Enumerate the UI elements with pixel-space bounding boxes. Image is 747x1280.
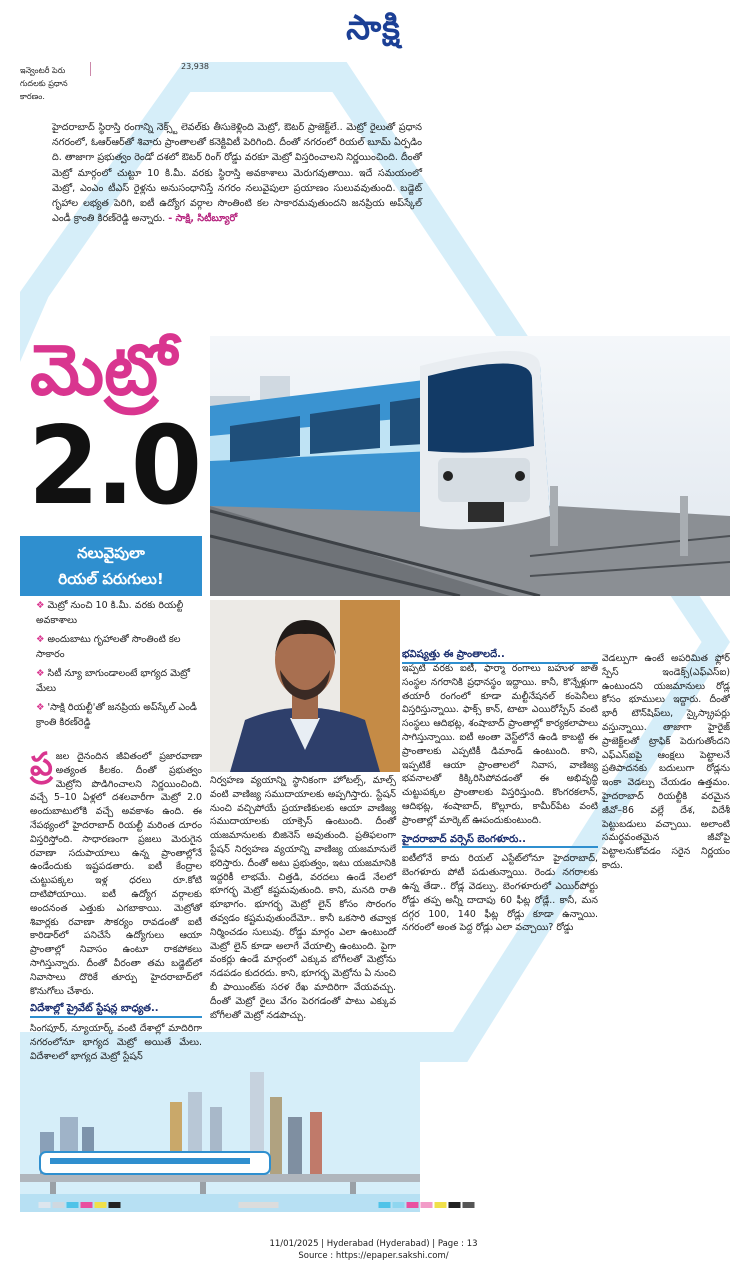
- article-column-1: [30, 745, 202, 1064]
- intro-body: హైదరాబాద్ స్థిరాస్తి రంగాన్ని నెక్స్ట్ లెవల్‌కు తీసుకెళ్లింది మెట్రో, ఔటర్ ప్రాజెక్ట్‌లే.. మెట్రో రైలుతో ప్రధాన నగరంలో, ఓఆర్‌ఆర్‌తో శివారు ప్రాంతాలతో కనెక్టివిటీ పెరిగింది. దీంతో నగరంలో రియల్ బూమ్ ఏర్పడిం ది. తాజాగా ప్రభుత్వం రెండో దశలో ఔటర్ రింగ్ రోడ్డు వరకూ మెట్రో విస్తరించాలని నిర్ణయించింది. దీంతో మెట్రో మార్గంలో చుట్టూ 10 కి.మీ. వరకు స్థిరాస్తి అవకాశాలు మెరుగవుతాయి. ఇదే సమయంలో మెట్రో, ఎంఎం టీఎస్ రైళ్లను అనుసంధానిస్తే నగరం నలువైపులా ప్రయాణం సులువవుతుంది. బడ్జెట్ గృహాల లభ్యత పెరిగి, ఐటీ ఉద్యోగ వర్గాల సొంతింటి కల సాకారమవుతుందని జనప్రియ అప్‌స్కేల్ ఎండీ క్రాంతి కిరణ్‌రెడ్డి అన్నారు.: [52, 122, 422, 225]
- article-column-3: [402, 662, 598, 935]
- article-column-2: [210, 774, 396, 1022]
- footer-edition-line: 11/01/2025 | Hyderabad (Hyderabad) | Page : 13: [269, 1239, 478, 1249]
- newspaper-page: [20, 62, 730, 1212]
- train-illustration: [210, 336, 730, 596]
- page-footer: [0, 1238, 747, 1262]
- md-portrait-photo: [210, 600, 400, 772]
- top-left-snippet: ఇన్వెంటరీ పెరు గుదలకు ప్రధాన కారణం.: [20, 66, 68, 101]
- highlight-item: ❖ అందుబాటు గృహాలతో సొంతింటి కల సాకారం: [36, 634, 181, 660]
- subhead-future-areas: భవిష్యత్తు ఈ ప్రాంతాలదే..: [402, 648, 598, 664]
- highlight-item: ❖ మెట్రో నుంచి 10 కి.మీ. వరకు రియల్టీ అవకాశాలు: [36, 600, 184, 626]
- headline-metro: మెట్రో: [30, 328, 177, 411]
- diamond-bullet-icon: ❖: [36, 668, 45, 679]
- footer-source-line: Source : https://epaper.sakshi.com/: [298, 1251, 449, 1261]
- newspaper-logo: సాక్షి: [346, 8, 401, 48]
- diamond-bullet-icon: ❖: [36, 634, 45, 645]
- person-portrait-icon: [210, 600, 400, 772]
- top-table-value: 23,938: [90, 62, 230, 76]
- print-color-bars: [20, 1200, 730, 1212]
- highlights-box: [36, 598, 201, 734]
- column-4-paragraph-1: వెడల్పుగా ఉంటే అపరిమిత ఫ్లోర్ స్పేస్ ఇండెక్స్(ఎఫ్ఎస్ఐ) ఉంటుందని యజమానులు రోడ్ల కోసం భూములు ఇద్దారు. దీంతో భారీ టౌన్‌షిప్‌లు, స్కైస్క్రాపర్లు వస్తున్నాయి. తాజాగా హైరైజ్ ప్రాజెక్ట్‌లతో ట్రాఫిక్ పెరుగుతోందని ఎఫ్ఎస్ఐపై ఆంక్షలు పెట్టాలనే ప్రతిపాదనకు బదులుగా రోడ్లను ఇంకా వెడల్పు చేయడం ఉత్తమం. హైదరాబాద్ రియల్టీకి వరమైన జీవో–86 వల్లే దేశ, విదేశీ పెట్టుబడులు వచ్చాయి. అలాంటి సమర్థవంతమైన జీవోపై పెట్టాలనుకోవడం సరైన నిర్ణయం కాదు.: [602, 653, 730, 871]
- headline-subtitle: [20, 536, 202, 596]
- column-1-paragraph-2: సింగపూర్, న్యూయార్క్ వంటి దేశాల్లో మాదిరిగా నగరంలోనూ భాగ్యద మెట్రో అయితే మేలు. విదేశాలలో భాగ్యద మెట్రో స్టేషన్: [30, 1023, 202, 1062]
- diamond-bullet-icon: ❖: [36, 600, 45, 611]
- city-skyline-illustration: [20, 1062, 420, 1212]
- highlight-item: ❖ 'సాక్షి రియల్టీ'తో జనప్రియ అప్‌స్కేల్ ఎండీ క్రాంతి కిరణ్‌రెడ్డి: [36, 702, 197, 728]
- column-3-paragraph-2: ఐటీలోనే కాదు రియల్ ఎస్టేట్‌లోనూ హైదరాబాద్, బెంగళూరు పోటీ పడుతున్నాయి. రెండు నగరాలకు ఉన్న తేడా.. రోడ్ల వెడల్పు. బెంగళూరులో ఎయిర్‌పోర్టు రోడ్డు తప్ప అన్నీ దాదాపు 60 ఫీట్ల రోడ్లే.. కానీ, మన దగ్గర 100, 140 ఫీట్ల రోడ్లు కూడా ఉన్నాయి. నగరంలో అంత పెద్ద రోడ్లు ఎలా వచ్చాయి? రోడ్డు: [402, 853, 598, 934]
- diamond-bullet-icon: ❖: [36, 702, 45, 713]
- column-1-paragraph-1: జల దైనందిన జీవితంలో ప్రజారవాణా అత్యంత కీలకం. దీంతో ప్రభుత్వం మెట్రోని పొడిగించాలని నిర్ణయించింది. వచ్చే 5–10 ఏళ్లలో దశలవారీగా మెట్రో 2.0 అందుబాటులోకి వచ్చే అవకాశం ఉంది. ఈ నేపథ్యంలో హైదరాబాద్ రియల్టీ మరింత దూరం విస్తరిస్తోంది. సాధారణంగా ప్రజలు మెరుగైన రవాణా సదుపాయాలు ఉన్న ప్రాంతాల్లోనే ఉండేందుకు ఇష్టపడతారు. ఐటీ కేంద్రాల చుట్టుపక్కల ఇళ్ల ధరలు రూ.కోటి దాటిపోయాయి. ఐటీ ఉద్యోగ వర్గాలకు అందనంత ఎత్తుకు ఎగబాకాయి. మెట్రోతో శివార్లకు రవాణా సౌకర్యం రావడంతో ఐటీ కారిడార్‌లో పనిచేసే ఉద్యోగులు ఆయా ప్రాంతాల్లో నివాసం ఉంటూ రాకపోకలు సాగిస్తున్నారు. దీంతో వీరంతా తమ బడ్జెట్‌లో నివాసాలు దొరికే తూర్పు హైదరాబాద్‌లో కొనుగోలు చేశారు.: [30, 751, 202, 997]
- intro-credit: - సాక్షి, సిటీబ్యూరో: [168, 213, 238, 225]
- subhead-hyd-vs-blr: హైదరాబాద్ వర్సెస్ బెంగళూరు..: [402, 833, 598, 849]
- subtitle-line-2: రియల్ పరుగులు!: [58, 570, 164, 588]
- masthead: [0, 0, 747, 56]
- highlight-item: ❖ సిటీ న్యూ బాగుండాలంటే భాగ్యద మెట్రో మేలు: [36, 668, 191, 694]
- metro-train-photo: [210, 336, 730, 596]
- drop-cap: ప్ర: [30, 745, 53, 783]
- headline-version: 2.0: [28, 404, 199, 529]
- subhead-foreign-stations: విదేశాల్లో ప్రైవేట్ స్టేషన్ల బాధ్యత..: [30, 1002, 202, 1018]
- subtitle-line-1: నలువైపులా: [77, 544, 145, 562]
- article-column-4: [602, 652, 730, 873]
- column-2-paragraph-1: నిర్వహణ వ్యయాన్ని స్థానికంగా హోటల్స్, మాల్స్ వంటి వాణిజ్య సముదాయాలకు అప్పగిస్తారు. స్టేషన్ నుంచి వచ్చిపోయే ప్రయాణికులకు ఆయా వాణిజ్య సముదాయాలకు యాక్సెస్ ఉంటుంది. దీంతో యజమానులకు బిజినెస్ అవుతుంది. ప్రతిఫలంగా స్టేషన్ నిర్వహణ వ్యయాన్ని వాణిజ్య యజమానులే భరిస్తారు. దీంతో అటు ప్రభుత్వం, ఇటు యజమానికి ఇద్దరికీ లాభమే. చిత్తడి, వరదలు ఉండే నేలలో భూగర్భ మెట్రో కష్టమవుతుంది. కాని, మనది రాతి భూభాగం. భూగర్భ మెట్రో లైన్ కోసం సొరంగం తవ్వడం కష్టమవుతుందేమో.. కానీ ఒకసారి తవ్వాక నిర్మించడం సులువు. రోడ్డు మార్గం ఎలా ఉంటుందో మెట్రో లైన్ కూడా అలాగే వేయాల్సి ఉంటుంది. పైగా వంకర్లు ఉండే మార్గంలో ఎక్కువ బోగీలతో మెట్రోను నడపడం కుదరదు. కాని, భూగర్భ మెట్రోను ఏ నుంచి బీ పాయింట్‌కు సరళ రేఖ మాదిరిగా వేయవచ్చు. దీంతో మెట్రో రైలు వేగం పెరగడంతో పాటు ఎక్కువ బోగీలతో మెట్రో నడపొచ్చు.: [210, 775, 396, 1021]
- column-3-paragraph-1: ఇప్పటి వరకు ఐటీ, ఫార్మా రంగాలు బహుళ జాతి సంస్థల నగరానికి ప్రధానస్థం ఇద్దాయి. కానీ, కొన్నేళ్లుగా తయారీ రంగంలో కూడా మల్టీనేషనల్ కంపెనీలు విస్తరిస్తున్నాయి. ఫాక్స్ కాన్, టాటా ఎయిరోస్పేస్ వంటి సంస్థలు ఆదిభట్ల, శంషాబాద్ ప్రాంతాల్లో కార్యకలాపాలు సాగిస్తున్నాయి. ఐటీ అంతా వెస్ట్‌లోనే ఉండి కాబట్టి ఈ ప్రాంతాలకు ఎప్పటికీ డిమాండ్ ఉంటుంది. కాని, ఇప్పటికే ఆయా ప్రాంతాలలో నివాస, వాణిజ్య భవనాలతో కిక్కిరిసిపోవడంతో ఈ అభివృద్ధి చుట్టుపక్కల ప్రాంతాలకు విస్తరిస్తుంది. కొంగరకలాన్, ఆదిభట్ల, శంషాబాద్, కొల్లూరు, కామీర్‌పేట వంటి ప్రాంతాల్లో మార్కెట్ ఊపందుకుంటుంది.: [402, 663, 598, 826]
- skyline-metro-icon: [20, 1062, 420, 1212]
- intro-paragraph: [52, 120, 422, 226]
